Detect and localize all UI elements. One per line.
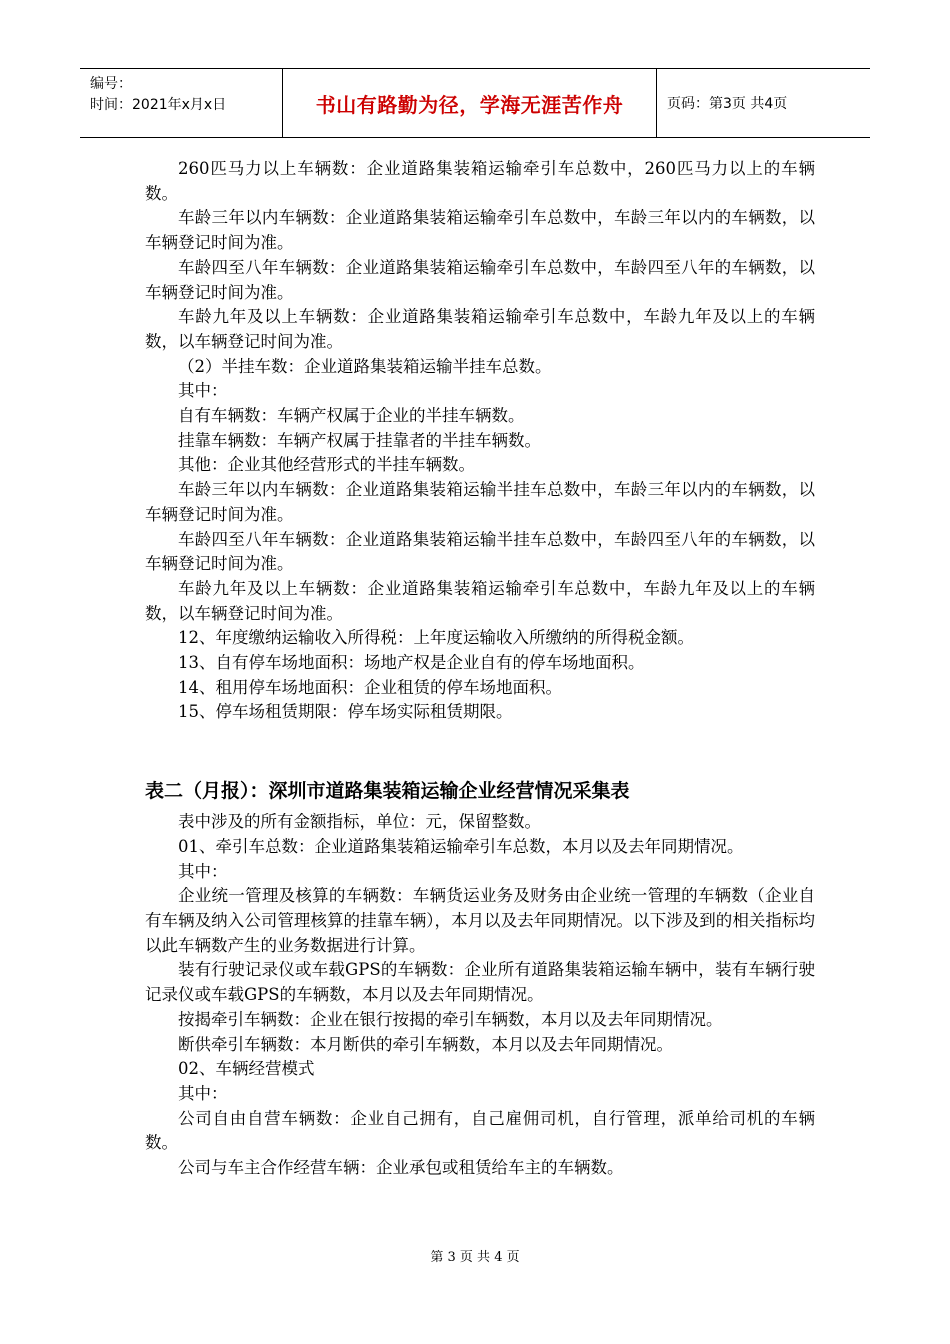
paragraph: 装有行驶记录仪或车载GPS的车辆数：企业所有道路集装箱运输车辆中，装有车辆行驶记录仪或车载GPS的车辆数，本月以及去年同期情况。	[145, 960, 815, 1005]
section-title: 表二（月报）：深圳市道路集装箱运输企业经营情况采集表	[145, 780, 630, 803]
paragraph: 自有车辆数：车辆产权属于企业的半挂车辆数。	[178, 406, 525, 426]
document-number-label: 编号：	[90, 76, 132, 92]
document-time-label: 时间：2021年x月x日	[90, 97, 227, 113]
paragraph: 车龄九年及以上车辆数：企业道路集装箱运输牵引车总数中，车龄九年及以上的车辆数，以车辆登记时间为准。	[145, 578, 815, 623]
paragraph: 车龄四至八年车辆数：企业道路集装箱运输牵引车总数中，车龄四至八年的车辆数，以车辆登记时间为准。	[145, 257, 815, 302]
paragraph: 车龄三年以内车辆数：企业道路集装箱运输牵引车总数中，车龄三年以内的车辆数，以车辆登记时间为准。	[145, 208, 815, 253]
paragraph: 260匹马力以上车辆数：企业道路集装箱运输牵引车总数中，260匹马力以上的车辆数。	[145, 159, 815, 203]
page-header	[80, 68, 870, 138]
paragraph: 车龄三年以内车辆数：企业道路集装箱运输半挂车总数中，车龄三年以内的车辆数，以车辆登记时间为准。	[145, 480, 815, 524]
paragraph: 13、自有停车场地面积：场地产权是企业自有的停车场地面积。	[178, 653, 645, 673]
paragraph: 公司自由自营车辆数：企业自己拥有，自己雇佣司机，自行管理，派单给司机的车辆数。	[145, 1108, 815, 1153]
paragraph: 按揭牵引车辆数：企业在银行按揭的牵引车辆数，本月以及去年同期情况。	[178, 1009, 723, 1029]
paragraph: 15、停车场租赁期限：停车场实际租赁期限。	[178, 702, 513, 722]
paragraph: 02、车辆经营模式	[178, 1059, 315, 1079]
document-body	[145, 157, 815, 1181]
paragraph: 断供牵引车辆数：本月断供的牵引车辆数，本月以及去年同期情况。	[178, 1034, 673, 1054]
paragraph: 其中：	[178, 861, 228, 881]
page-footer: 第 3 页 共 4 页	[430, 1250, 520, 1265]
section-spacer	[145, 725, 815, 776]
header-motto: 书山有路勤为径，学海无涯苦作舟	[283, 69, 657, 137]
header-meta	[80, 69, 283, 137]
paragraph: 车龄九年及以上车辆数：企业道路集装箱运输牵引车总数中，车龄九年及以上的车辆数，以车辆登记时间为准。	[145, 307, 815, 351]
paragraph: 12、年度缴纳运输收入所得税：上年度运输收入所缴纳的所得税金额。	[178, 628, 694, 648]
paragraph: 14、租用停车场地面积：企业租赁的停车场地面积。	[178, 677, 562, 697]
paragraph: 挂靠车辆数：车辆产权属于挂靠者的半挂车辆数。	[178, 430, 541, 450]
paragraph: （2）半挂车数：企业道路集装箱运输半挂车总数。	[178, 356, 552, 376]
paragraph: 01、牵引车总数：企业道路集装箱运输牵引车总数，本月以及去年同期情况。	[178, 836, 744, 856]
paragraph: 企业统一管理及核算的车辆数：车辆货运业务及财务由企业统一管理的车辆数（企业自有车辆及纳入公司管理核算的挂靠车辆），本月以及去年同期情况。以下涉及到的相关指标均以此车辆数产生的业务数据进行计算。	[145, 886, 815, 955]
paragraph: 其他：企业其他经营形式的半挂车辆数。	[178, 455, 475, 475]
paragraph: 表中涉及的所有金额指标，单位：元，保留整数。	[178, 812, 541, 832]
paragraph: 车龄四至八年车辆数：企业道路集装箱运输半挂车总数中，车龄四至八年的车辆数，以车辆登记时间为准。	[145, 529, 815, 574]
paragraph: 其中：	[178, 1083, 228, 1103]
header-page-label: 页码：第3页 共4页	[667, 96, 788, 112]
paragraph: 其中：	[178, 381, 228, 401]
paragraph: 公司与车主合作经营车辆：企业承包或租赁给车主的车辆数。	[178, 1158, 624, 1178]
